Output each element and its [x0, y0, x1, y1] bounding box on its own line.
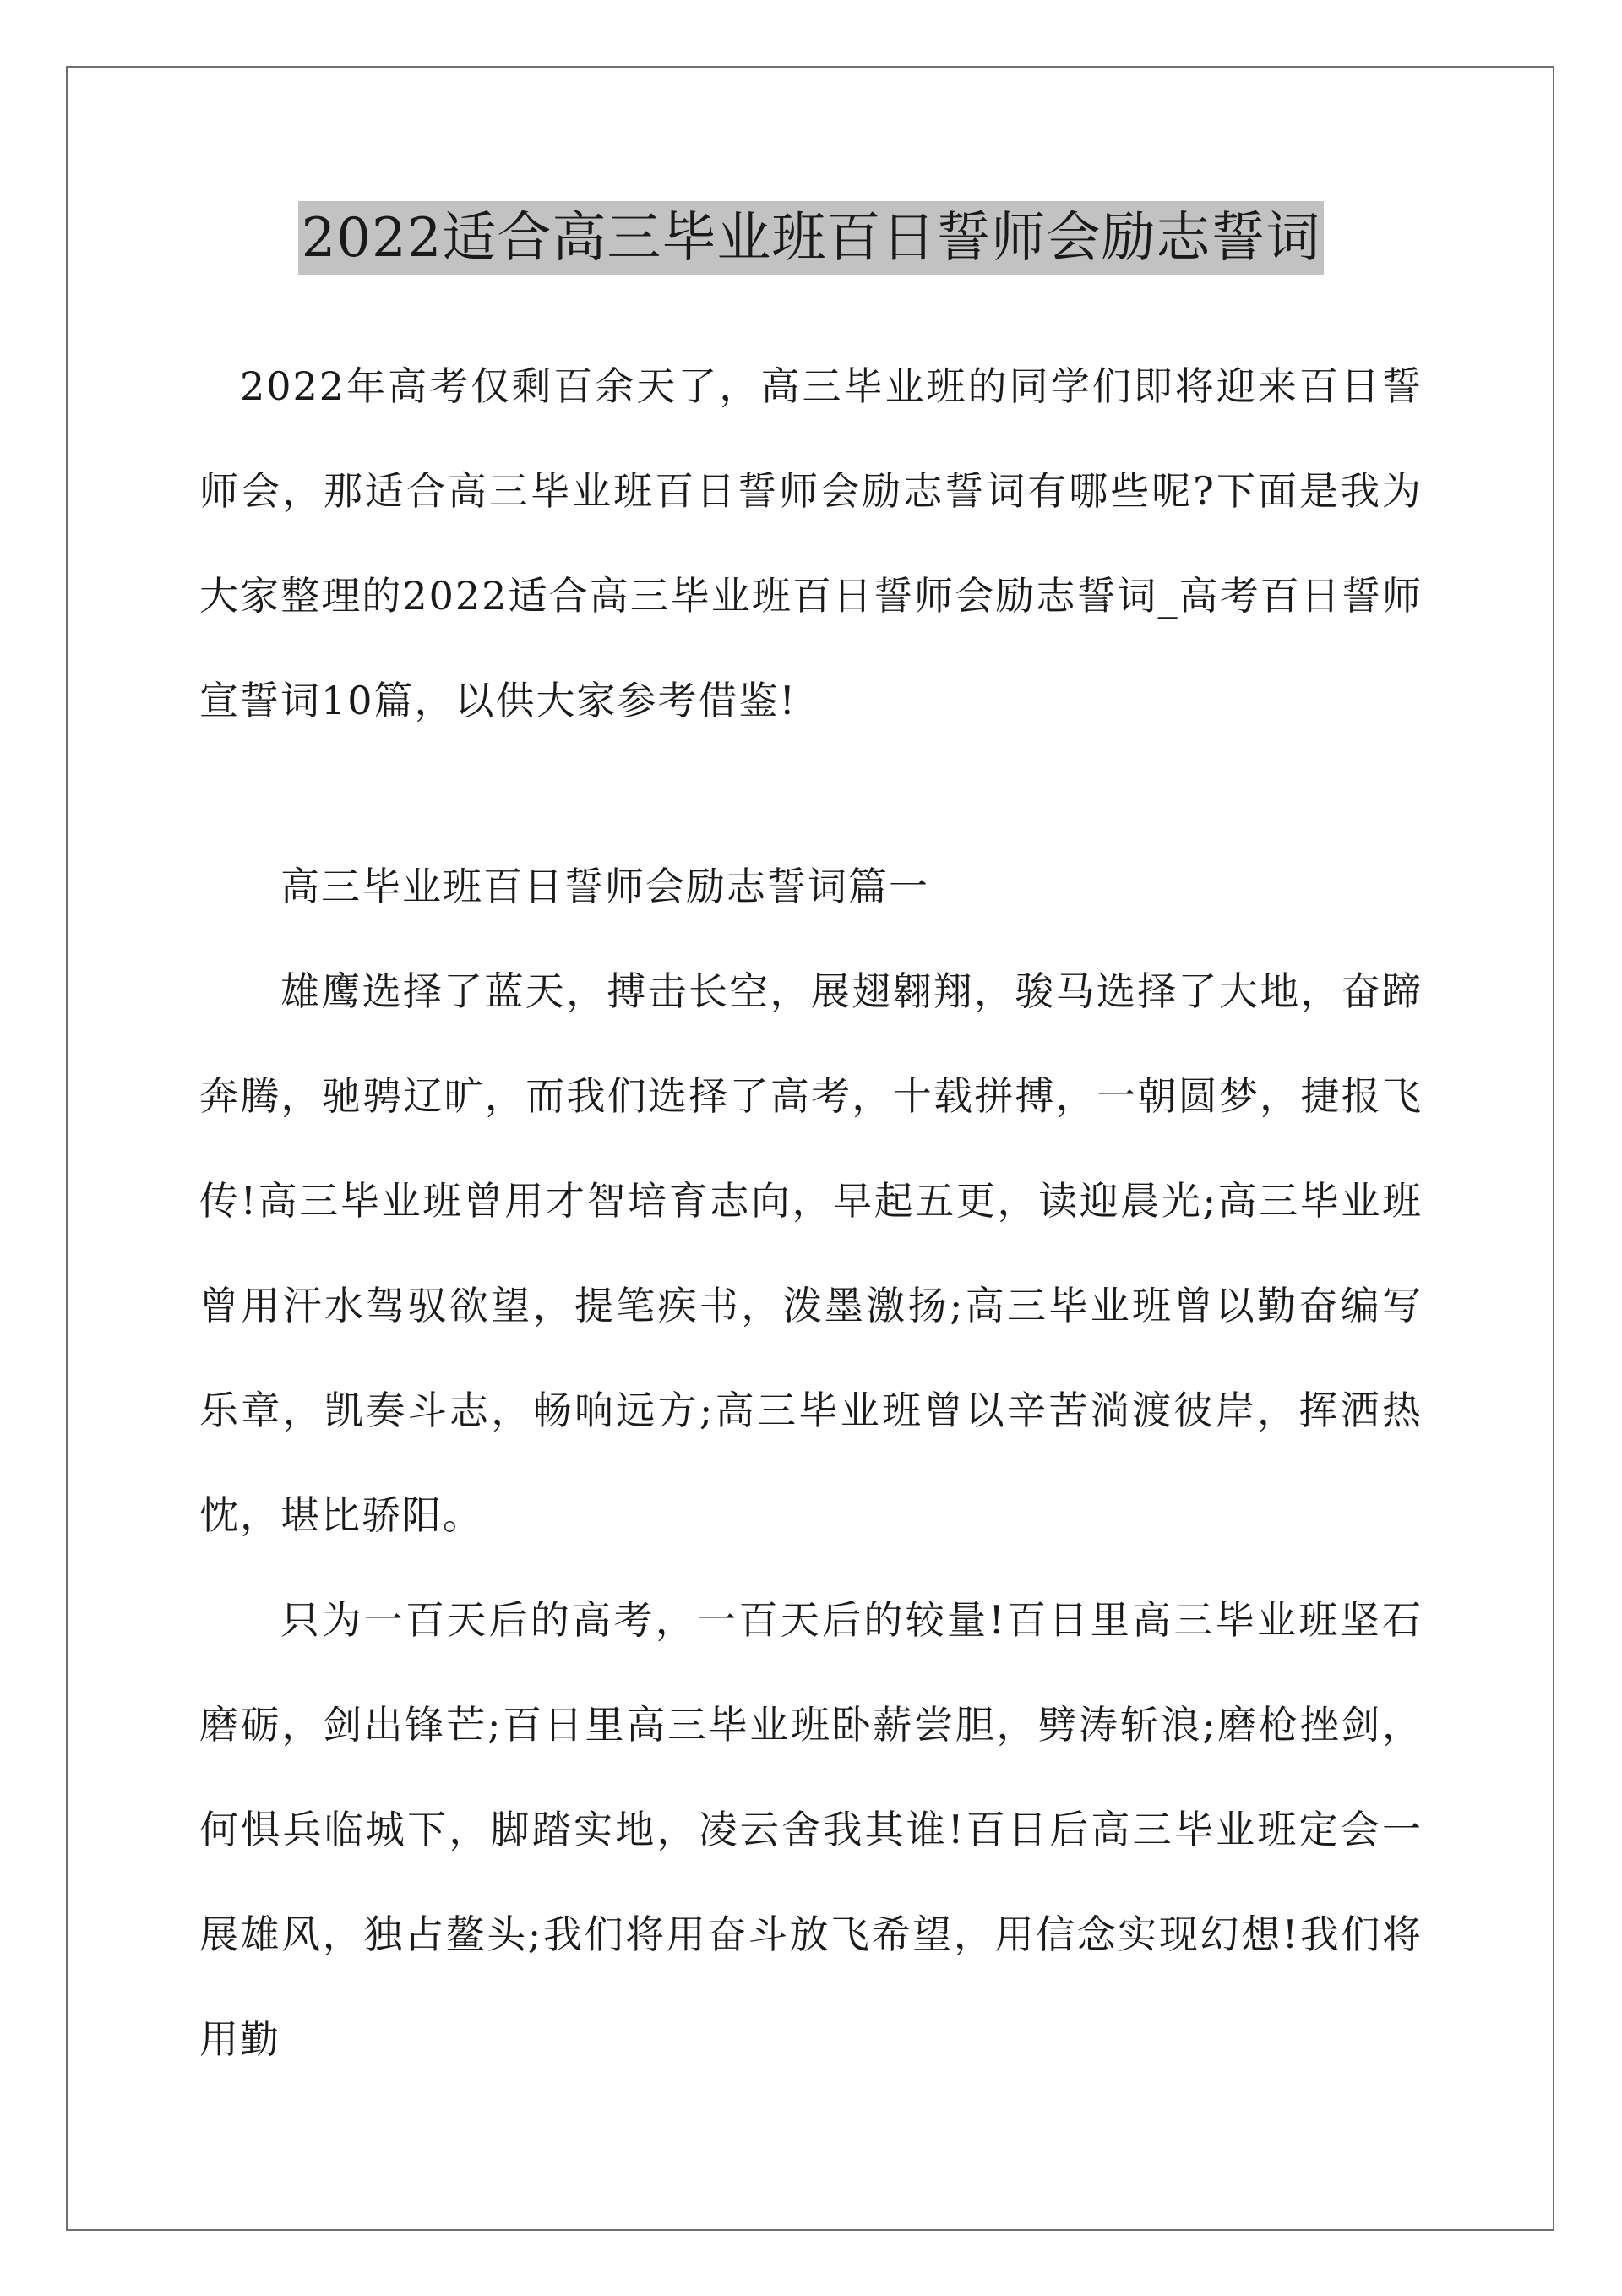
section-heading: 高三毕业班百日誓师会励志誓词篇一: [280, 864, 929, 909]
intro-paragraph: 2022年高考仅剩百余天了，高三毕业班的同学们即将迎来百日誓师会，那适合高三毕业班百日誓师会励志誓词有哪些呢?下面是我为大家整理的2022适合高三毕业班百日誓师会励志誓词_高考百日誓师宣誓词10篇，以供大家参考借鉴!: [199, 363, 1423, 723]
document-body: [199, 334, 1423, 2091]
body-paragraph-2: 只为一百天后的高考，一百天后的较量!百日里高三毕业班坚石磨砺，剑出锋芒;百日里高三毕业班卧薪尝胆，劈涛斩浪;磨枪挫剑，何惧兵临城下，脚踏实地，凌云舍我其谁!百日后高三毕业班定会一展雄风，独占鳌头;我们将用奋斗放飞希望，用信念实现幻想!我们将用勤: [199, 1597, 1423, 2062]
title-container: [0, 201, 1622, 275]
section-spacer: [199, 753, 1423, 834]
body-paragraph-1: 雄鹰选择了蓝天，搏击长空，展翅翱翔，骏马选择了大地，奋蹄奔腾，驰骋辽旷，而我们选择了高考，十载拼搏，一朝圆梦，捷报飞传!高三毕业班曾用才智培育志向，早起五更，读迎晨光;高三毕业班曾用汗水驾驭欲望，提笔疾书，泼墨激扬;高三毕业班曾以勤奋编写乐章，凯奏斗志，畅响远方;高三毕业班曾以辛苦淌渡彼岸，挥洒热忱，堪比骄阳。: [199, 968, 1423, 1538]
document-title: 2022适合高三毕业班百日誓师会励志誓词: [298, 201, 1325, 275]
